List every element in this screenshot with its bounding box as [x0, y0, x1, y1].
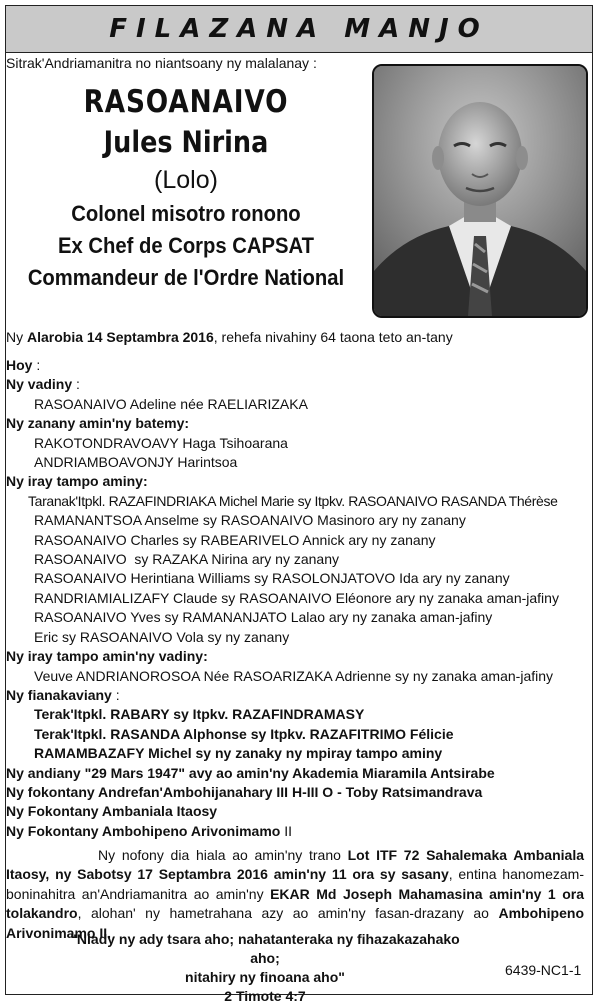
- vady-colon: :: [72, 376, 80, 393]
- para-bold-3: Ambohipeno Arivonimamo II.: [6, 905, 584, 941]
- list-item: RAMANANTSOA Anselme sy RASOANAIVO Masinoro ary ny zanany: [34, 512, 466, 529]
- portrait-photo: [372, 64, 588, 318]
- para-text-1: Ny nofony dia hiala ao amin'ny trano: [98, 847, 348, 863]
- date-of-death: Alarobia 14 Septambra 2016: [27, 329, 214, 345]
- quote-line-2: nitahiry ny finoana aho": [185, 969, 345, 985]
- quote-line-1: "Niady ny ady tsara aho; nahatanteraka ny fihazakazahako aho;: [70, 931, 460, 966]
- vady-label: Ny vadiny: [6, 376, 73, 393]
- fianakaviany-label: Ny fianakaviany: [6, 686, 112, 703]
- deceased-title-1: Colonel misotro ronono: [71, 201, 301, 226]
- zanany-colon: :: [184, 415, 190, 432]
- list-item: Terak'Itpkl. RASANDA Alphonse sy Itpkv. RAZAFITRIMO Félicie: [34, 725, 454, 742]
- list-item: Terak'Itpkl. RABARY sy Itpkv. RAZAFINDRAMASY: [34, 706, 365, 723]
- bible-quote: [60, 930, 470, 1006]
- para-bold-1: Lot ITF 72 Sahalemaka Ambaniala Itaosy, ny Sabotsy 17 Septambra 2016 amin'ny 11 ora sy sasany: [6, 847, 584, 883]
- deceased-surname: RASOANAIVO: [83, 84, 289, 120]
- list-item: Ny andiany "29 Mars 1947" avy ao amin'ny Akademia Miaramila Antsirabe: [6, 764, 495, 781]
- notice-header: [6, 6, 592, 53]
- list-item: RASOANAIVO sy RAZAKA Nirina ary ny zanany: [34, 551, 339, 568]
- deceased-title-3: Commandeur de l'Ordre National: [27, 265, 345, 290]
- list-item: RAMAMBAZAFY Michel sy ny zanaky ny mpiray tampo aminy: [34, 745, 443, 762]
- hoy-colon: :: [32, 357, 41, 373]
- iray-vady-colon: :: [203, 648, 208, 665]
- list-item: Veuve ANDRIANOROSOA Née RASOARIZAKA Adrienne sy ny zanaka aman-jafiny: [34, 667, 554, 684]
- notice-title: FILAZANA MANJO: [109, 14, 489, 44]
- list-item: RASOANAIVO Yves sy RAMANANJATO Lalao ary ny zanaka aman-jafiny: [34, 609, 493, 626]
- family-list: [6, 356, 586, 841]
- zanany-heading: [6, 414, 586, 433]
- vady-heading: [6, 375, 586, 394]
- para-text-3: , alohan' ny hametrahana azy ao amin'ny fasan-drazany ao: [77, 905, 499, 922]
- fianakaviany-colon: :: [111, 686, 120, 703]
- para-bold-2: EKAR Md Joseph Mahamasina amin'ny 1 ora tolakandro: [6, 885, 584, 922]
- zanany-label: Ny zanany amin'ny batemy: [6, 415, 185, 432]
- date-pre: Ny: [6, 329, 27, 345]
- list-item: RASOANAIVO Charles sy RABEARIVELO Annick ary ny zanany: [34, 531, 436, 548]
- list-item: Eric sy RASOANAIVO Vola sy ny zanany: [34, 628, 290, 645]
- deceased-given-name: Jules Nirina: [103, 125, 269, 159]
- hoy-line: [6, 356, 586, 375]
- list-item: [6, 822, 586, 841]
- iray-label: Ny iray tampo aminy: [6, 473, 143, 490]
- iray-vady-heading: [6, 647, 586, 666]
- list-item: ANDRIAMBOAVONJY Harintsoa: [34, 454, 238, 471]
- list-item: Ny Fokontany Ambaniala Itaosy: [6, 803, 218, 820]
- deceased-name-block: [6, 82, 366, 294]
- list-item: Taranak'Itpkl. RAZAFINDRIAKA Michel Marie sy Itpkv. RASOANAIVO RASANDA Thérèse: [28, 492, 558, 509]
- ad-code: 6439-NC1-1: [505, 962, 582, 978]
- iray-heading: [6, 472, 586, 491]
- deceased-nickname: (Lolo): [154, 166, 218, 194]
- list-item: Ny fokontany Andrefan'Ambohijanahary III H-III O - Toby Ratsimandrava: [6, 783, 483, 800]
- fianakaviany-heading: [6, 686, 586, 705]
- last-normal: II: [280, 822, 292, 839]
- quote-reference: 2 Timote 4:7: [224, 988, 306, 1004]
- last-bold: Ny Fokontany Ambohipeno Arivonimamo: [6, 822, 281, 839]
- funeral-details: [6, 846, 584, 943]
- list-item: RASOANAIVO Herintiana Williams sy RASOLONJATOVO Ida ary ny zanany: [34, 570, 510, 587]
- date-post: , rehefa nivahiny 64 taona teto an-tany: [213, 329, 453, 345]
- iray-colon: :: [142, 473, 148, 490]
- deceased-title-2: Ex Chef de Corps CAPSAT: [57, 233, 315, 258]
- intro-text: Sitrak'Andriamanitra no niantsoany ny malalanay :: [6, 55, 317, 71]
- para-text-2: , entina hanomezam-boninahitra an'Andriamanitra ao amin'ny: [6, 866, 584, 902]
- list-item: RASOANAIVO Adeline née RAELIARIZAKA: [34, 395, 308, 412]
- date-line: [6, 329, 453, 345]
- list-item: RAKOTONDRAVOAVY Haga Tsihoarana: [34, 434, 288, 451]
- hoy-label: Hoy: [6, 357, 33, 373]
- list-item: RANDRIAMIALIZAFY Claude sy RASOANAIVO Eléonore ary ny zanaka aman-jafiny: [34, 589, 559, 606]
- iray-vady-label: Ny iray tampo amin'ny vadiny: [6, 648, 204, 665]
